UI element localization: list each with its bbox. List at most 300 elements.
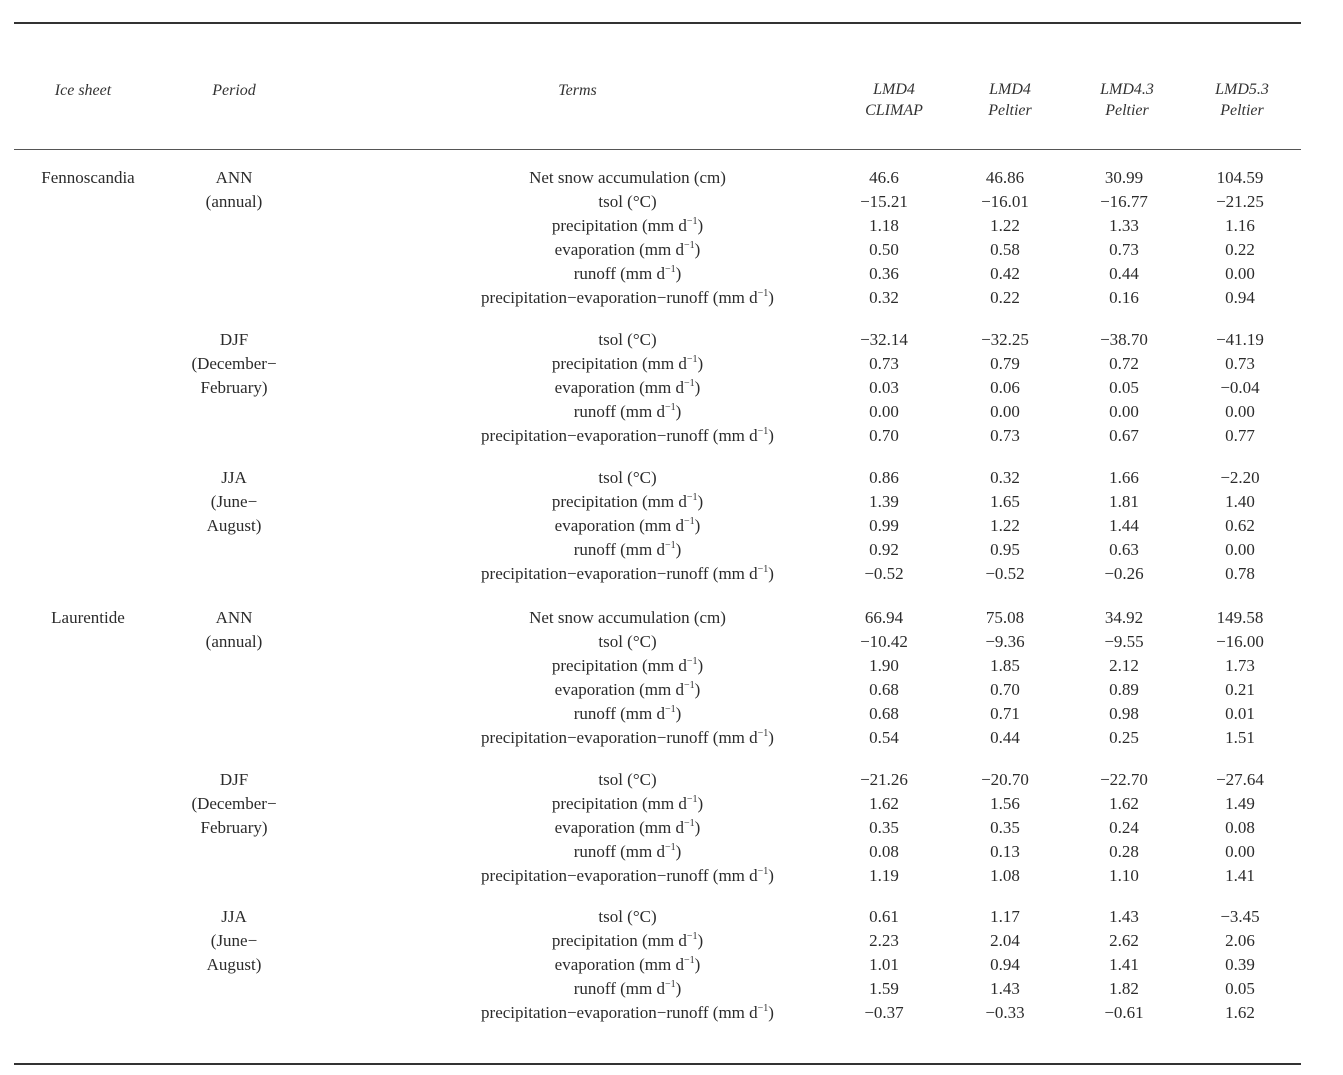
term-exponent: −1 <box>684 516 695 527</box>
value-cell: 0.21 <box>1225 680 1255 699</box>
table-row <box>0 768 1343 792</box>
period-line: JJA <box>221 468 247 487</box>
value-cell: 0.68 <box>869 704 899 723</box>
value-cell: 1.73 <box>1225 656 1255 675</box>
value-cell: 1.59 <box>869 979 899 998</box>
period-group <box>0 166 1343 310</box>
table-row <box>0 654 1343 678</box>
value-cell: 2.23 <box>869 931 899 950</box>
term-exponent: −1 <box>664 979 676 990</box>
period-line: (annual) <box>205 632 263 651</box>
value-cell: 0.00 <box>869 402 899 421</box>
term-cell <box>330 328 925 352</box>
value-cell: −0.26 <box>1104 564 1144 583</box>
term-text: precipitation (mm d <box>551 354 687 373</box>
value-cell: 0.78 <box>1225 564 1255 583</box>
value-cell: −9.36 <box>985 632 1025 651</box>
value-cell: 0.00 <box>990 402 1020 421</box>
value-cell: −15.21 <box>860 192 908 211</box>
value-cell: −38.70 <box>1100 330 1148 349</box>
table-row <box>0 792 1343 816</box>
term-exponent: −1 <box>686 794 698 805</box>
term-cell <box>330 864 925 888</box>
table-row <box>0 1001 1343 1025</box>
value-cell: 1.62 <box>1225 1003 1255 1022</box>
term-cell <box>330 654 925 678</box>
value-cell: −21.25 <box>1216 192 1264 211</box>
value-cell: 0.67 <box>1109 426 1139 445</box>
value-cell: 0.73 <box>1109 240 1139 259</box>
value-cell: −41.19 <box>1216 330 1264 349</box>
value-cell: 1.41 <box>1109 955 1139 974</box>
value-cell: 1.65 <box>990 492 1020 511</box>
term-close: ) <box>697 492 704 511</box>
value-cell: 0.25 <box>1109 728 1139 747</box>
table-row <box>0 562 1343 586</box>
value-cell: 0.79 <box>990 354 1020 373</box>
term-cell <box>330 238 925 262</box>
term-exponent: −1 <box>686 656 698 667</box>
value-cell: 0.86 <box>869 468 899 487</box>
value-cell: 0.35 <box>869 818 899 837</box>
term-text: precipitation−evaporation−runoff (mm d <box>481 426 758 445</box>
term-text: evaporation (mm d <box>554 818 685 837</box>
value-cell: 1.62 <box>1109 794 1139 813</box>
header-col2-line2: Peltier <box>988 102 1032 119</box>
value-cell: 1.16 <box>1225 216 1255 235</box>
term-cell <box>330 424 925 448</box>
value-cell: 0.44 <box>990 728 1020 747</box>
header-col4-line1: LMD5.3 <box>1215 81 1269 98</box>
period-group <box>0 905 1343 1025</box>
term-close: ) <box>694 818 701 837</box>
value-cell: 0.05 <box>1225 979 1255 998</box>
value-cell: 0.03 <box>869 378 899 397</box>
term-close: ) <box>697 216 704 235</box>
term-exponent: −1 <box>686 216 698 227</box>
table-row <box>0 726 1343 750</box>
term-close: ) <box>694 680 701 699</box>
table-row <box>0 840 1343 864</box>
value-cell: 0.58 <box>990 240 1020 259</box>
header-col3-line1: LMD4.3 <box>1100 81 1154 98</box>
value-cell: −0.52 <box>985 564 1025 583</box>
term-text: precipitation−evaporation−runoff (mm d <box>481 1003 758 1022</box>
term-close: ) <box>697 794 704 813</box>
value-cell: 0.28 <box>1109 842 1139 861</box>
term-cell <box>330 953 925 977</box>
term-cell <box>330 678 925 702</box>
value-cell: −0.04 <box>1220 378 1260 397</box>
period-line: DJF <box>219 770 249 789</box>
term-text: runoff (mm d <box>573 540 665 559</box>
table-row <box>0 905 1343 929</box>
period-line: (June− <box>210 931 258 950</box>
value-cell: 1.17 <box>990 907 1020 926</box>
value-cell: 0.22 <box>1225 240 1255 259</box>
term-close: ) <box>768 426 774 445</box>
value-cell: 0.00 <box>1225 402 1255 421</box>
value-cell: 2.12 <box>1109 656 1139 675</box>
value-cell: 0.62 <box>1225 516 1255 535</box>
term-text: evaporation (mm d <box>554 240 685 259</box>
table-row <box>0 286 1343 310</box>
value-cell: −9.55 <box>1104 632 1144 651</box>
term-text: precipitation−evaporation−runoff (mm d <box>481 288 758 307</box>
term-cell <box>330 905 925 929</box>
header-col-lmd4-climap <box>844 79 944 121</box>
value-cell: 0.73 <box>990 426 1020 445</box>
value-cell: 1.44 <box>1109 516 1139 535</box>
value-cell: −0.61 <box>1104 1003 1144 1022</box>
value-cell: 2.04 <box>990 931 1020 950</box>
term-exponent: −1 <box>664 704 676 715</box>
term-close: ) <box>768 288 774 307</box>
term-text: precipitation (mm d <box>551 216 687 235</box>
value-cell: 1.39 <box>869 492 899 511</box>
term-cell <box>330 840 925 864</box>
value-cell: 0.61 <box>869 907 899 926</box>
value-cell: −32.25 <box>981 330 1029 349</box>
term-cell <box>330 376 925 400</box>
value-cell: 0.70 <box>990 680 1020 699</box>
bottom-rule <box>14 1063 1301 1065</box>
table-row <box>0 190 1343 214</box>
term-text: precipitation−evaporation−runoff (mm d <box>481 728 758 747</box>
term-text: tsol (°C) <box>598 192 657 211</box>
term-close: ) <box>675 540 682 559</box>
value-cell: 1.22 <box>990 216 1020 235</box>
term-text: Net snow accumulation (cm) <box>529 168 726 187</box>
value-cell: 1.66 <box>1109 468 1139 487</box>
period-line: (December− <box>191 794 277 813</box>
value-cell: 0.00 <box>1225 540 1255 559</box>
term-exponent: −1 <box>757 426 769 437</box>
table-row <box>0 678 1343 702</box>
value-cell: 0.22 <box>990 288 1020 307</box>
term-close: ) <box>675 264 682 283</box>
table-row <box>0 262 1343 286</box>
value-cell: 1.62 <box>869 794 899 813</box>
term-exponent: −1 <box>664 842 676 853</box>
term-text: evaporation (mm d <box>554 516 685 535</box>
term-text: evaporation (mm d <box>554 955 685 974</box>
value-cell: 1.51 <box>1225 728 1255 747</box>
value-cell: 66.94 <box>864 608 904 627</box>
table-row <box>0 238 1343 262</box>
term-text: precipitation (mm d <box>551 794 687 813</box>
header-col-lmd43-peltier <box>1077 79 1177 121</box>
ice-sheet-name: Fennoscandia <box>41 168 135 187</box>
value-cell: 34.92 <box>1104 608 1144 627</box>
term-close: ) <box>768 866 774 885</box>
term-text: runoff (mm d <box>573 704 665 723</box>
term-text: runoff (mm d <box>573 264 665 283</box>
value-cell: 0.68 <box>869 680 899 699</box>
header-col-lmd53-peltier <box>1192 79 1292 121</box>
term-close: ) <box>675 979 682 998</box>
value-cell: 0.36 <box>869 264 899 283</box>
value-cell: 1.49 <box>1225 794 1255 813</box>
period-line: February) <box>200 818 268 837</box>
term-cell <box>330 262 925 286</box>
table-row <box>0 214 1343 238</box>
term-exponent: −1 <box>757 288 769 299</box>
term-cell <box>330 490 925 514</box>
term-close: ) <box>694 240 701 259</box>
term-close: ) <box>697 656 704 675</box>
value-cell: 0.32 <box>869 288 899 307</box>
value-cell: −21.26 <box>860 770 908 789</box>
header-period: Period <box>212 82 256 99</box>
term-close: ) <box>675 842 682 861</box>
value-cell: 0.39 <box>1225 955 1255 974</box>
value-cell: 0.71 <box>990 704 1020 723</box>
term-cell <box>330 562 925 586</box>
table-row <box>0 490 1343 514</box>
value-cell: 0.72 <box>1109 354 1139 373</box>
table-row <box>0 352 1343 376</box>
value-cell: 1.19 <box>869 866 899 885</box>
table-row <box>0 328 1343 352</box>
value-cell: 0.99 <box>869 516 899 535</box>
term-text: tsol (°C) <box>598 468 657 487</box>
table-row <box>0 538 1343 562</box>
header-col-lmd4-peltier <box>960 79 1060 121</box>
value-cell: 1.43 <box>990 979 1020 998</box>
term-cell <box>330 726 925 750</box>
term-exponent: −1 <box>757 564 769 575</box>
value-cell: 0.00 <box>1225 264 1255 283</box>
term-cell <box>330 606 925 630</box>
value-cell: 0.54 <box>869 728 899 747</box>
value-cell: 0.94 <box>990 955 1020 974</box>
header-col4-line2: Peltier <box>1220 102 1264 119</box>
term-exponent: −1 <box>684 378 695 389</box>
table-row <box>0 424 1343 448</box>
table-row <box>0 816 1343 840</box>
table-row <box>0 977 1343 1001</box>
value-cell: 1.10 <box>1109 866 1139 885</box>
term-text: evaporation (mm d <box>554 378 685 397</box>
period-line: ANN <box>215 168 253 187</box>
value-cell: 2.62 <box>1109 931 1139 950</box>
value-cell: −10.42 <box>860 632 908 651</box>
term-cell <box>330 352 925 376</box>
value-cell: 46.6 <box>869 168 899 187</box>
period-group <box>0 768 1343 888</box>
term-exponent: −1 <box>684 680 695 691</box>
term-text: precipitation−evaporation−runoff (mm d <box>481 564 758 583</box>
term-text: evaporation (mm d <box>554 680 685 699</box>
value-cell: 0.89 <box>1109 680 1139 699</box>
term-exponent: −1 <box>664 540 676 551</box>
term-text: runoff (mm d <box>573 402 665 421</box>
value-cell: 0.01 <box>1225 704 1255 723</box>
value-cell: 75.08 <box>985 608 1025 627</box>
period-line: February) <box>200 378 268 397</box>
value-cell: 0.32 <box>990 468 1020 487</box>
value-cell: −27.64 <box>1216 770 1264 789</box>
term-close: ) <box>768 728 774 747</box>
value-cell: −16.77 <box>1100 192 1148 211</box>
term-cell <box>330 702 925 726</box>
term-exponent: −1 <box>686 492 698 503</box>
table-row <box>0 400 1343 424</box>
term-exponent: −1 <box>757 1003 769 1014</box>
ice-sheet-name: Laurentide <box>51 608 125 627</box>
value-cell: 0.95 <box>990 540 1020 559</box>
value-cell: −0.37 <box>864 1003 904 1022</box>
term-cell <box>330 190 925 214</box>
value-cell: −16.01 <box>981 192 1029 211</box>
table-row <box>0 953 1343 977</box>
period-line: (June− <box>210 492 258 511</box>
value-cell: 0.00 <box>1225 842 1255 861</box>
value-cell: −3.45 <box>1220 907 1260 926</box>
term-close: ) <box>675 402 682 421</box>
table-row <box>0 166 1343 190</box>
value-cell: 1.82 <box>1109 979 1139 998</box>
term-close: ) <box>694 516 701 535</box>
term-cell <box>330 792 925 816</box>
value-cell: 0.08 <box>1225 818 1255 837</box>
value-cell: 1.33 <box>1109 216 1139 235</box>
value-cell: 1.56 <box>990 794 1020 813</box>
value-cell: 0.73 <box>869 354 899 373</box>
value-cell: 1.43 <box>1109 907 1139 926</box>
term-text: tsol (°C) <box>598 770 657 789</box>
term-exponent: −1 <box>684 955 695 966</box>
term-cell <box>330 538 925 562</box>
value-cell: −32.14 <box>860 330 908 349</box>
term-cell <box>330 466 925 490</box>
value-cell: 0.73 <box>1225 354 1255 373</box>
term-exponent: −1 <box>686 931 698 942</box>
term-close: ) <box>694 955 701 974</box>
value-cell: 46.86 <box>985 168 1025 187</box>
term-text: runoff (mm d <box>573 979 665 998</box>
header-col1-line2: CLIMAP <box>865 102 923 119</box>
period-line: JJA <box>221 907 247 926</box>
value-cell: −0.52 <box>864 564 904 583</box>
table-row <box>0 702 1343 726</box>
value-cell: −22.70 <box>1100 770 1148 789</box>
term-cell <box>330 514 925 538</box>
header-ice-sheet: Ice sheet <box>54 82 112 99</box>
value-cell: 0.13 <box>990 842 1020 861</box>
term-text: tsol (°C) <box>598 907 657 926</box>
term-close: ) <box>694 378 701 397</box>
value-cell: 2.06 <box>1225 931 1255 950</box>
value-cell: −2.20 <box>1220 468 1260 487</box>
value-cell: 0.98 <box>1109 704 1139 723</box>
table-row <box>0 376 1343 400</box>
value-cell: 0.16 <box>1109 288 1139 307</box>
value-cell: −0.33 <box>985 1003 1025 1022</box>
table-row <box>0 864 1343 888</box>
value-cell: 0.24 <box>1109 818 1139 837</box>
term-cell <box>330 630 925 654</box>
top-rule <box>14 22 1301 24</box>
term-cell <box>330 166 925 190</box>
value-cell: 0.94 <box>1225 288 1255 307</box>
value-cell: 0.42 <box>990 264 1020 283</box>
term-close: ) <box>697 931 704 950</box>
period-line: (December− <box>191 354 277 373</box>
header-rule <box>14 149 1301 150</box>
value-cell: 0.06 <box>990 378 1020 397</box>
period-line: ANN <box>215 608 253 627</box>
term-cell <box>330 214 925 238</box>
term-exponent: −1 <box>664 402 676 413</box>
term-text: precipitation−evaporation−runoff (mm d <box>481 866 758 885</box>
term-exponent: −1 <box>684 240 695 251</box>
period-line: August) <box>206 516 262 535</box>
term-text: precipitation (mm d <box>551 931 687 950</box>
term-cell <box>330 977 925 1001</box>
value-cell: 0.08 <box>869 842 899 861</box>
table-row <box>0 606 1343 630</box>
header-col2-line1: LMD4 <box>989 81 1031 98</box>
term-text: precipitation (mm d <box>551 656 687 675</box>
value-cell: 1.40 <box>1225 492 1255 511</box>
term-text: Net snow accumulation (cm) <box>529 608 726 627</box>
term-cell <box>330 1001 925 1025</box>
value-cell: 1.08 <box>990 866 1020 885</box>
period-line: (annual) <box>205 192 263 211</box>
value-cell: 1.81 <box>1109 492 1139 511</box>
term-exponent: −1 <box>664 264 676 275</box>
value-cell: 0.44 <box>1109 264 1139 283</box>
value-cell: 0.35 <box>990 818 1020 837</box>
header-terms: Terms <box>558 82 597 99</box>
term-cell <box>330 768 925 792</box>
term-close: ) <box>768 564 774 583</box>
term-cell <box>330 929 925 953</box>
header-col3-line2: Peltier <box>1105 102 1149 119</box>
term-text: tsol (°C) <box>598 330 657 349</box>
term-close: ) <box>768 1003 774 1022</box>
value-cell: 1.85 <box>990 656 1020 675</box>
value-cell: 30.99 <box>1104 168 1144 187</box>
period-group <box>0 466 1343 586</box>
term-exponent: −1 <box>757 728 769 739</box>
term-exponent: −1 <box>684 818 695 829</box>
value-cell: 0.92 <box>869 540 899 559</box>
value-cell: 0.05 <box>1109 378 1139 397</box>
value-cell: −16.00 <box>1216 632 1264 651</box>
term-cell <box>330 816 925 840</box>
value-cell: 0.50 <box>869 240 899 259</box>
header-col1-line1: LMD4 <box>873 81 915 98</box>
value-cell: 0.77 <box>1225 426 1255 445</box>
term-exponent: −1 <box>757 866 769 877</box>
table-row <box>0 929 1343 953</box>
table-row <box>0 514 1343 538</box>
value-cell: 104.59 <box>1216 168 1264 187</box>
period-line: DJF <box>219 330 249 349</box>
table-row <box>0 466 1343 490</box>
value-cell: 1.90 <box>869 656 899 675</box>
value-cell: 0.00 <box>1109 402 1139 421</box>
value-cell: 0.63 <box>1109 540 1139 559</box>
value-cell: 1.01 <box>869 955 899 974</box>
term-exponent: −1 <box>686 354 698 365</box>
term-close: ) <box>675 704 682 723</box>
term-text: precipitation (mm d <box>551 492 687 511</box>
value-cell: 0.70 <box>869 426 899 445</box>
